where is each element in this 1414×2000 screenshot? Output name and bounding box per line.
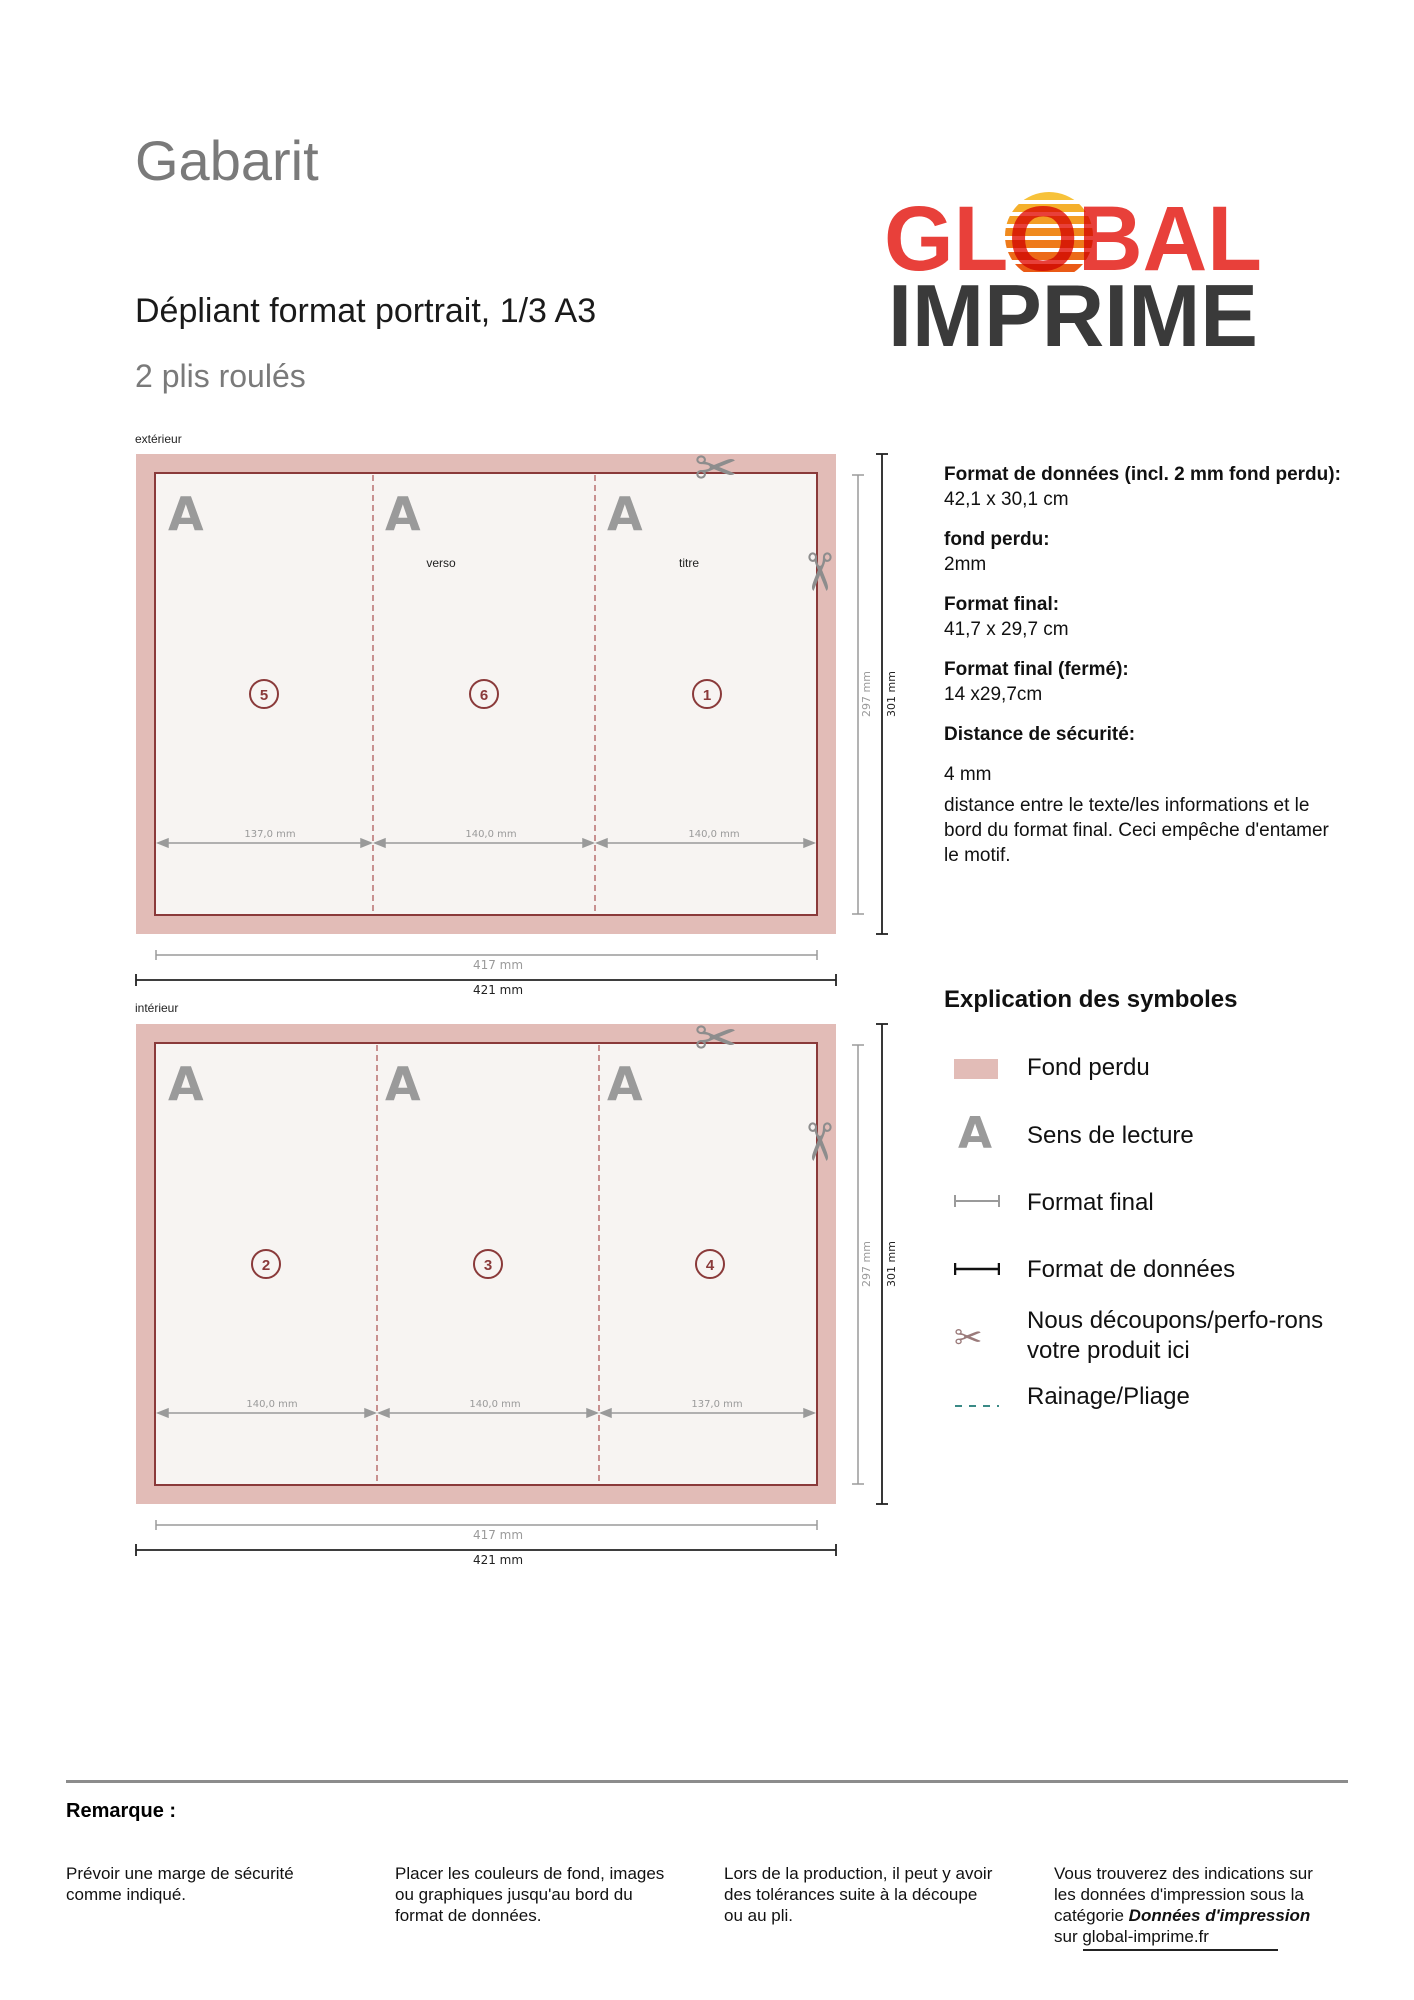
outer-diagram	[0, 0, 920, 1000]
remarks-title: Remarque :	[66, 1800, 177, 1822]
reading-mark: A	[607, 487, 643, 541]
fold-line-icon	[954, 1402, 1000, 1410]
panel-number: 6	[479, 687, 489, 704]
website-link[interactable]: sur global-imprime.fr	[1054, 1927, 1209, 1946]
data-format-line-icon	[954, 1262, 1000, 1276]
reading-mark: A	[385, 1057, 421, 1111]
panel-number: 2	[261, 1257, 271, 1274]
reading-direction-icon: A	[958, 1108, 993, 1159]
closed-format-value: 14 x29,7cm	[944, 684, 1043, 705]
panel-width: 140,0 mm	[688, 829, 740, 840]
final-height: 297 mm	[860, 1241, 873, 1287]
remark-2: Placer les couleurs de fond, images ou graphiques jusqu'au bord du format de données.	[395, 1864, 665, 1925]
safety-description: distance entre le texte/les informations et le bord du format final. Ceci empêche d'entamer le motif.	[944, 795, 1329, 866]
inner-diagram	[0, 1000, 920, 1580]
panel-number: 4	[705, 1257, 715, 1274]
panel-name: titre	[678, 556, 700, 570]
product-subtitle: Dépliant format portrait, 1/3 A3	[135, 292, 597, 330]
remark-3: Lors de la production, il peut y avoir des tolérances suite à la découpe ou au pli.	[724, 1864, 993, 1925]
remark-4-text: Vous trouverez des indications sur les données d'impression sous la catégorie	[1054, 1864, 1313, 1925]
panel-width: 140,0 mm	[246, 1399, 298, 1410]
reading-mark: A	[385, 487, 421, 541]
bleed-label: fond perdu:	[944, 529, 1050, 550]
panel-width: 137,0 mm	[691, 1399, 743, 1410]
legend-item: Format final	[1027, 1189, 1154, 1216]
panel-width: 140,0 mm	[465, 829, 517, 840]
logo-line2: IMPRIME	[888, 266, 1258, 358]
reading-mark: A	[607, 1057, 643, 1111]
legend-item: Format de données	[1027, 1256, 1236, 1283]
global-imprime-logo	[880, 178, 1270, 358]
reading-mark: A	[168, 1057, 204, 1111]
panel-number: 5	[259, 687, 269, 704]
legend-item: Fond perdu	[1027, 1054, 1150, 1081]
final-format-line-icon	[954, 1194, 1000, 1208]
scissors-icon: ✂	[788, 1120, 848, 1164]
final-format-value: 41,7 x 29,7 cm	[944, 619, 1069, 640]
final-width: 417 mm	[472, 958, 524, 972]
format-info	[944, 462, 1344, 868]
fold-type: 2 plis roulés	[135, 358, 306, 394]
data-format-label: Format de données (incl. 2 mm fond perdu):	[944, 464, 1341, 485]
safety-value: 4 mm	[944, 764, 992, 785]
page-title: Gabarit	[135, 129, 319, 192]
scissors-icon: ✂	[788, 550, 848, 594]
data-width: 421 mm	[472, 1553, 524, 1567]
legend-item: Sens de lecture	[1027, 1122, 1194, 1149]
cut-scissors-icon: ✂	[954, 1318, 983, 1358]
data-height: 301 mm	[885, 671, 898, 717]
bleed-value: 2mm	[944, 554, 987, 575]
data-format-value: 42,1 x 30,1 cm	[944, 489, 1069, 510]
closed-format-label: Format final (fermé):	[944, 659, 1129, 680]
panel-width: 137,0 mm	[244, 829, 296, 840]
safety-label: Distance de sécurité:	[944, 724, 1136, 745]
outer-label: extérieur	[135, 432, 182, 446]
final-width: 417 mm	[472, 1528, 524, 1542]
scissors-icon: ✂	[694, 1009, 738, 1069]
print-data-category: Données d'impression	[1128, 1906, 1311, 1925]
divider	[66, 1780, 1348, 1783]
remark-1: Prévoir une marge de sécurité comme indiqué.	[66, 1864, 294, 1904]
legend-title: Explication des symboles	[944, 986, 1238, 1013]
legend-item: Nous découpons/perfo-rons votre produit ici	[1027, 1307, 1324, 1364]
inner-label: intérieur	[135, 1001, 179, 1015]
link-underline	[1083, 1949, 1278, 1951]
panel-width: 140,0 mm	[469, 1399, 521, 1410]
bleed-swatch-icon	[954, 1059, 998, 1079]
scissors-icon: ✂	[694, 439, 738, 499]
final-format-label: Format final:	[944, 594, 1060, 615]
final-height: 297 mm	[860, 671, 873, 717]
panel-name: verso	[426, 556, 456, 570]
panel-number: 1	[702, 687, 712, 704]
data-height: 301 mm	[885, 1241, 898, 1287]
reading-mark: A	[168, 487, 204, 541]
legend-item: Rainage/Pliage	[1027, 1383, 1190, 1410]
data-width: 421 mm	[472, 983, 524, 997]
panel-number: 3	[483, 1257, 493, 1274]
remark-4	[1054, 1863, 1324, 1947]
logo-line1: GLOBAL	[884, 188, 1262, 290]
